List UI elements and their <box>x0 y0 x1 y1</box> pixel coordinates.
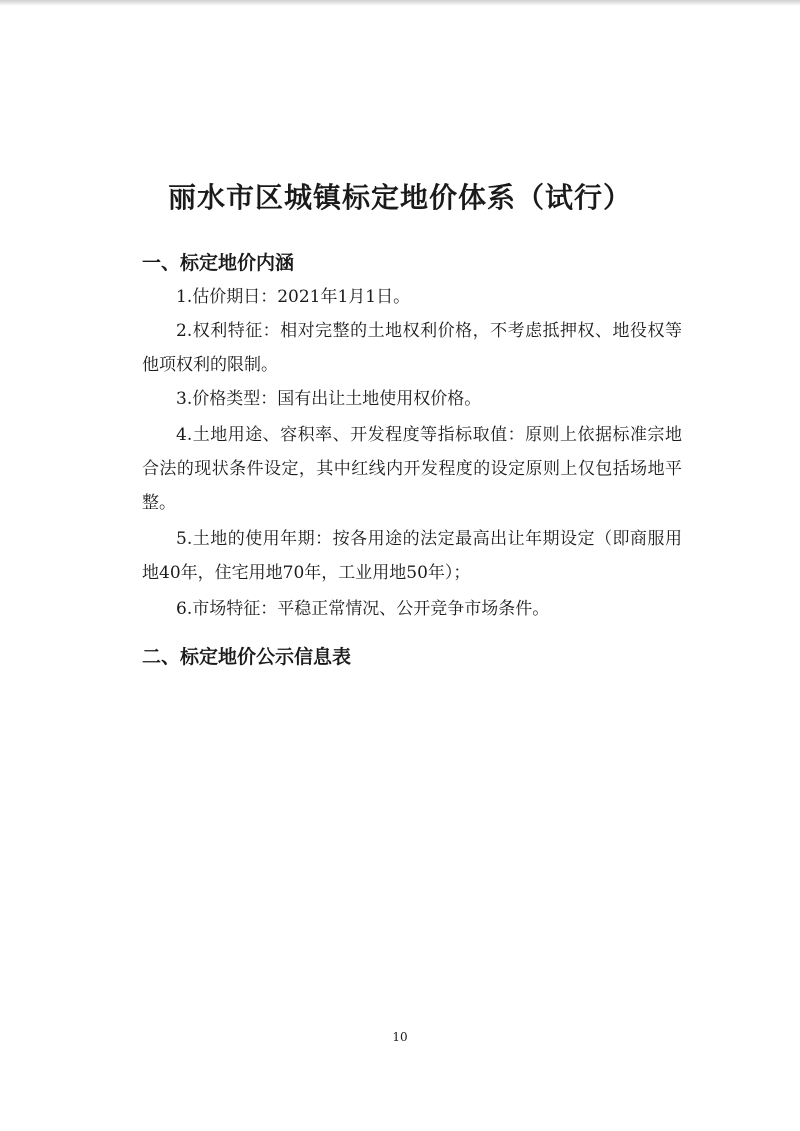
document-title: 丽水市区城镇标定地价体系（试行） <box>167 181 632 214</box>
paragraph-item-6: 6.市场特征：平稳正常情况、公开竞争市场条件。 <box>176 599 550 619</box>
paragraph-item-4: 4.土地用途、容积率、开发程度等指标取值：原则上依据标准宗地合法的现状条件设定，其中红线内开发程度的设定原则上仅包括场地平整。 <box>142 425 682 513</box>
section-heading-2: 二、标定地价公示信息表 <box>142 646 352 668</box>
page-number: 10 <box>392 1030 408 1044</box>
paragraph-item-5: 5.土地的使用年期：按各用途的法定最高出让年期设定（即商服用地40年，住宅用地70年，工业用地50年）； <box>142 529 682 583</box>
paragraph-item-3: 3.价格类型：国有出让土地使用权价格。 <box>176 389 482 409</box>
section-heading-1: 一、标定地价内涵 <box>142 252 295 274</box>
scan-top-edge <box>0 0 800 6</box>
paragraph-item-1: 1.估价期日：2021年1月1日。 <box>176 287 411 307</box>
paragraph-item-2: 2.权利特征：相对完整的土地权利价格，不考虑抵押权、地役权等他项权利的限制。 <box>142 321 682 375</box>
